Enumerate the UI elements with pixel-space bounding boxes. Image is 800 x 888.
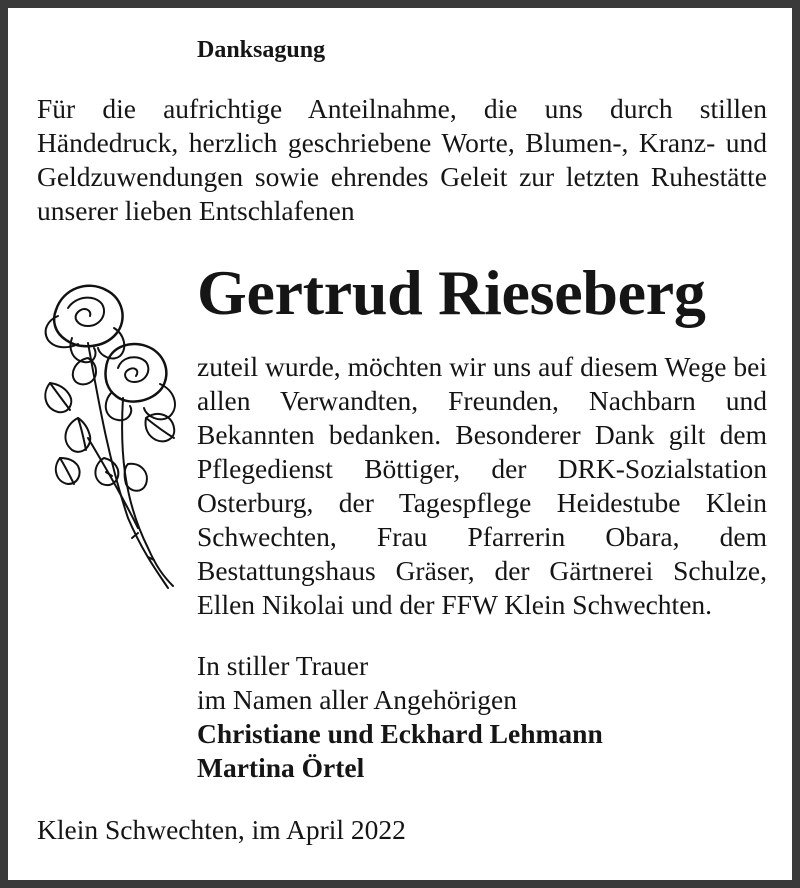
- signoff-name: Christiane und Eckhard Lehmann: [197, 718, 603, 749]
- intro-paragraph: Für die aufrichtige Anteilnahme, die uns durch stillen Händedruck, herzlich geschriebene Worte, Blumen-, Kranz- und Geldzuwendungen sowie ehrendes Geleit zur letzten Ruhestätte unserer lieben Entschlafenen: [37, 93, 767, 226]
- roses-icon: [28, 268, 198, 598]
- signoff-line-mourning: In stiller Trauer: [197, 650, 369, 681]
- place-date: Klein Schwechten, im April 2022: [37, 814, 406, 845]
- body-paragraph: zuteil wurde, möchten wir uns auf diesem Wege bei allen Verwandten, Freunden, Nachbarn und Bekannten bedanken. Besonderer Dank gilt dem Pflegedienst Böttiger, der DRK-Sozialstation Osterburg, der Tagespflege Heidestube Klein Schwechten, Frau Pfarrerin Obara, dem Bestattungshaus Gräser, der Gärtnerei Schulze, Ellen Nikolai und der FFW Klein Schwechten.: [197, 351, 767, 620]
- signoff-line-family: im Namen aller Angehörigen: [197, 684, 517, 715]
- notice-heading: Danksagung: [197, 37, 326, 63]
- obituary-card: [8, 8, 792, 880]
- deceased-name: Gertrud Rieseberg: [197, 257, 706, 328]
- signoff-block: [197, 649, 767, 785]
- signoff-name: Martina Örtel: [197, 752, 365, 783]
